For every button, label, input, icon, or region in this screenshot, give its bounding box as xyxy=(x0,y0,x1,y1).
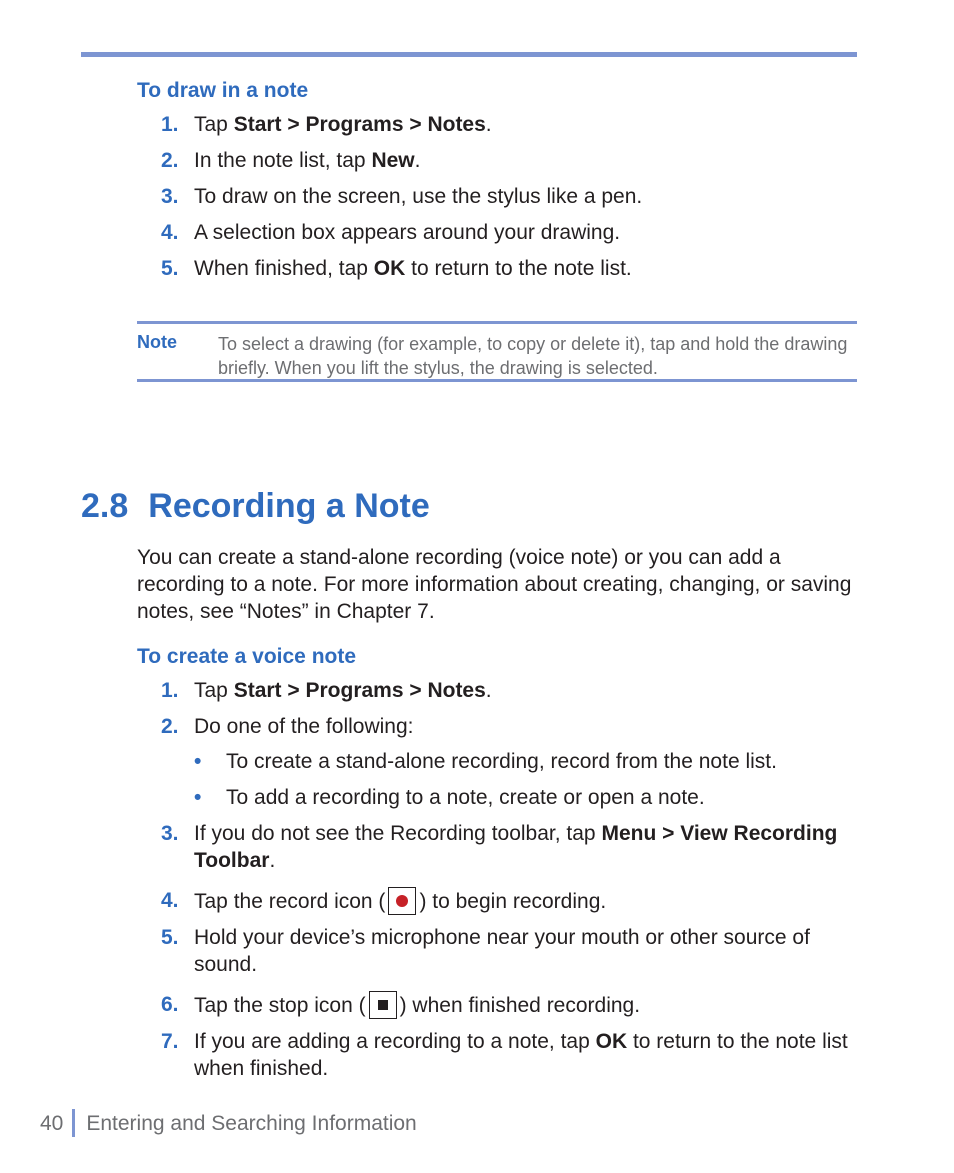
note-box xyxy=(137,321,857,382)
step-number: 4. xyxy=(161,889,179,912)
list-item xyxy=(137,255,857,282)
section-intro: You can create a stand-alone recording (voice note) or you can add a recording to a note. For more information about creating, changing, or saving notes, see “Notes” in Chapter 7. xyxy=(137,546,852,623)
step-text: . xyxy=(414,149,421,172)
list-item xyxy=(137,887,857,915)
step-text: ) to begin recording. xyxy=(419,890,607,913)
bullet-text: To add a recording to a note, create or open a note. xyxy=(226,786,705,809)
step-bold-text: Start > Programs > Notes xyxy=(233,113,486,136)
step-text: Tap the stop icon ( xyxy=(194,994,366,1017)
step-text: Tap xyxy=(194,679,234,702)
footer-divider xyxy=(72,1109,75,1137)
draw-note-heading: To draw in a note xyxy=(137,79,309,102)
step-text: A selection box appears around your drawing. xyxy=(194,221,621,244)
step-text: Tap the record icon ( xyxy=(194,890,386,913)
step-text: In the note list, tap xyxy=(194,149,372,172)
list-item xyxy=(137,820,857,874)
bullet-icon: • xyxy=(194,786,202,809)
step-text: . xyxy=(269,849,276,872)
record-icon xyxy=(388,887,416,915)
section-number: 2.8 xyxy=(81,487,129,525)
step-text: ) when finished recording. xyxy=(399,994,641,1017)
step-number: 7. xyxy=(161,1030,179,1053)
step-text: to return to the note list. xyxy=(405,257,632,280)
step-bold-text: OK xyxy=(373,257,406,280)
draw-steps-list xyxy=(137,111,857,282)
step-number: 5. xyxy=(161,257,179,280)
step-text: If you are adding a recording to a note, tap xyxy=(194,1030,596,1053)
step-number: 1. xyxy=(161,679,179,702)
list-item xyxy=(137,111,857,138)
list-item xyxy=(137,183,857,210)
step-number: 6. xyxy=(161,993,179,1016)
bullet-icon: • xyxy=(194,750,202,773)
list-item xyxy=(137,991,857,1019)
step-text: . xyxy=(485,679,492,702)
step-number: 3. xyxy=(161,185,179,208)
voice-note-heading: To create a voice note xyxy=(137,645,357,668)
options-list xyxy=(194,748,857,811)
page-number: 40 xyxy=(40,1112,64,1135)
step-text: If you do not see the Recording toolbar, tap xyxy=(194,822,602,845)
step-bold-text: Menu > View Recording Toolbar xyxy=(194,822,838,872)
chapter-title: Entering and Searching Information xyxy=(86,1112,417,1135)
step-bold-text: New xyxy=(371,149,415,172)
list-item xyxy=(137,219,857,246)
step-text: When finished, tap xyxy=(194,257,374,280)
step-bold-text: OK xyxy=(595,1030,628,1053)
list-item xyxy=(137,713,857,811)
record-dot xyxy=(396,895,408,907)
note-text: To select a drawing (for example, to copy or delete it), tap and hold the drawing briefly. When you lift the stylus, the drawing is selected. xyxy=(218,334,848,378)
step-text: Tap xyxy=(194,113,234,136)
list-item xyxy=(137,1028,857,1082)
step-text: Hold your device’s microphone near your mouth or other source of sound. xyxy=(194,926,810,976)
bullet-text: To create a stand-alone recording, record from the note list. xyxy=(226,750,777,773)
section-title xyxy=(81,488,430,525)
step-number: 3. xyxy=(161,822,179,845)
step-text: Do one of the following: xyxy=(194,715,414,738)
step-number: 4. xyxy=(161,221,179,244)
note-label: Note xyxy=(137,332,177,352)
step-bold-text: Start > Programs > Notes xyxy=(233,679,486,702)
page-footer xyxy=(40,1109,417,1139)
stop-icon xyxy=(369,991,397,1019)
list-item xyxy=(194,748,857,775)
list-item xyxy=(137,147,857,174)
voice-steps-list xyxy=(137,677,857,1082)
step-number: 1. xyxy=(161,113,179,136)
top-rule xyxy=(81,52,857,57)
list-item xyxy=(137,924,857,978)
list-item xyxy=(194,784,857,811)
step-number: 5. xyxy=(161,926,179,949)
step-text: to return to the note list when finished. xyxy=(194,1030,848,1080)
step-text: . xyxy=(485,113,492,136)
step-text: To draw on the screen, use the stylus like a pen. xyxy=(194,185,643,208)
step-number: 2. xyxy=(161,149,179,172)
list-item xyxy=(137,677,857,704)
step-number: 2. xyxy=(161,715,179,738)
stop-square xyxy=(378,1000,388,1010)
section-title-text: Recording a Note xyxy=(148,487,430,525)
